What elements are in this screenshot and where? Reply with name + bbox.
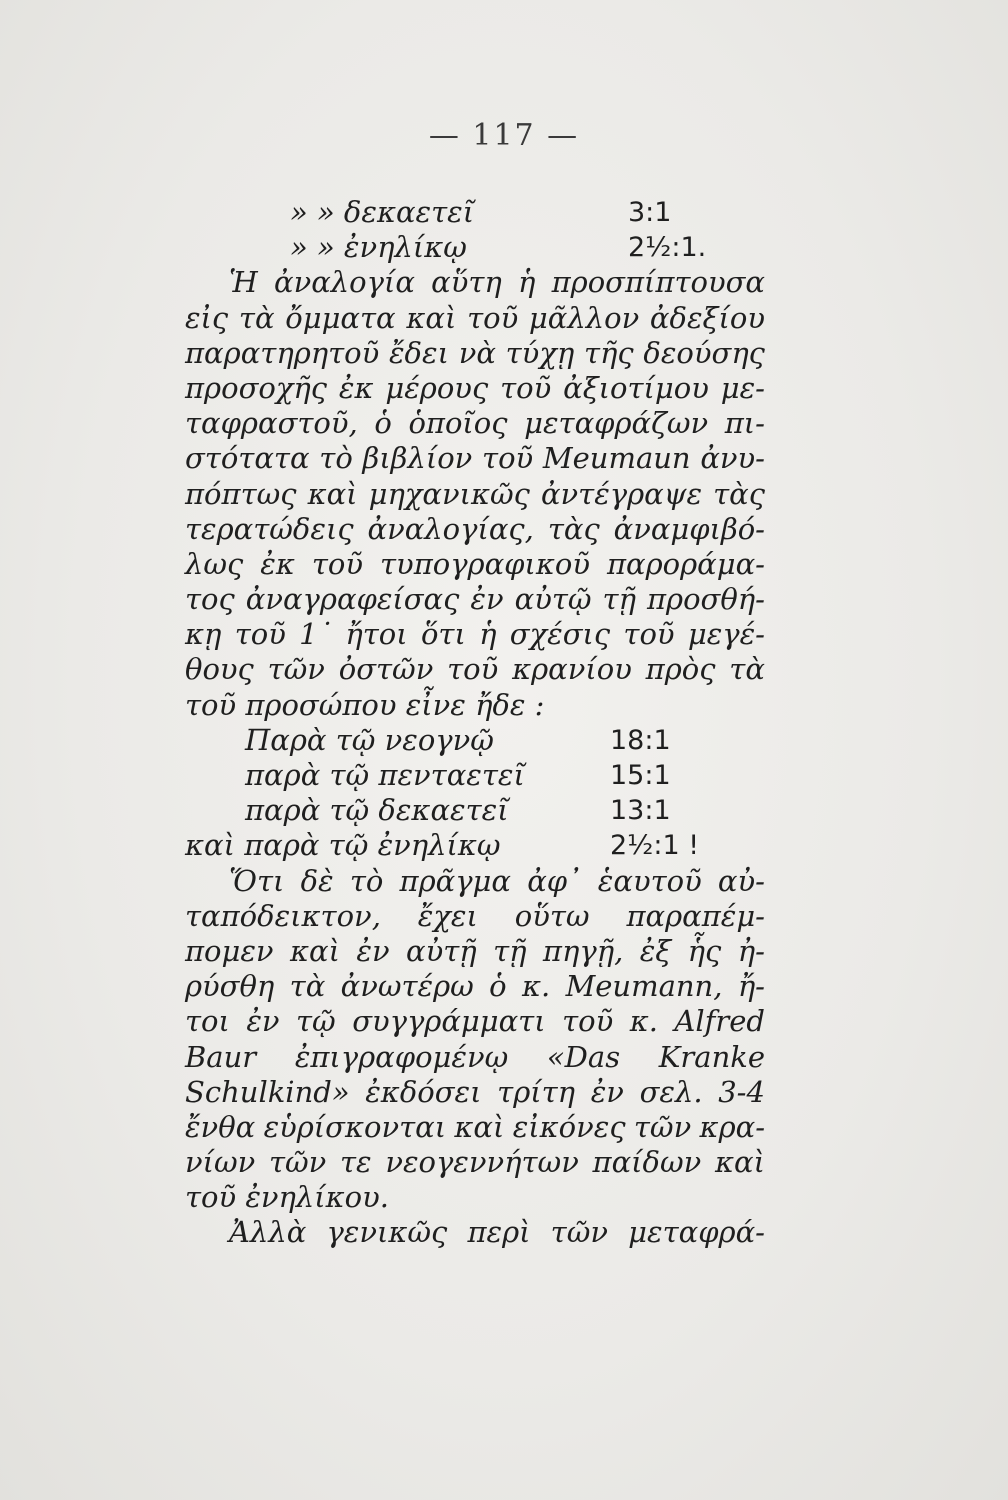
ratio-label: » » δεκαετεῖ [290,195,475,229]
ratio-label: » » ἐνηλίκῳ [290,230,467,265]
ratio-row [185,230,765,265]
text-line: Ἡ ἀναλογία αὕτη ἡ προσπίπτουσα [229,265,765,300]
ratio-label: παρὰ τῷ δεκαετεῖ [245,793,509,828]
text-line: ἔνθα εὑρίσκονται καὶ εἰκόνες τῶν κρα- [185,1109,765,1144]
paragraph-reference [185,864,765,1216]
ratio-row [185,758,765,793]
ratio-label: παρὰ τῷ πενταετεῖ [245,758,525,792]
text-line: Ἀλλὰ γενικῶς περὶ τῶν μεταφρά- [229,1215,765,1250]
text-line: τερατώδεις ἀναλογίας, τὰς ἀναμφιβό- [185,511,765,546]
ratio-value: 18:1 [610,724,671,756]
text-line: τοι ἐν τῷ συγγράμματι τοῦ κ. Alfred [185,1004,765,1039]
text-line: ταπόδεικτον, ἔχει οὕτω παραπέμ- [185,898,765,933]
ratio-row [185,723,765,758]
ratio-value: 13:1 [610,795,671,827]
text-line: Baur ἐπιγραφομένῳ «Das Kranke [185,1039,765,1074]
page-number: — 117 — [428,118,580,153]
text-line: θους τῶν ὀστῶν τοῦ κρανίου πρὸς τὰ [185,652,765,687]
text-line: πομεν καὶ ἐν αὐτῇ τῇ πηγῇ, ἐξ ἧς ἠ- [185,933,765,968]
text-line: τος ἀναγραφείσας ἐν αὐτῷ τῇ προσθή- [185,582,765,617]
ratio-label: καὶ παρὰ τῷ ἐνηλίκῳ [185,828,501,863]
ratio-value: 2½:1. [628,232,707,264]
text-line: πόπτως καὶ μηχανικῶς ἀντέγραψε τὰς [185,476,765,511]
text-line: εἰς τὰ ὄμματα καὶ τοῦ μᾶλλον ἀδεξίου [185,300,765,335]
ratio-row [185,195,765,230]
paragraph-analogy [185,265,765,722]
text-line: τοῦ ἐνηλίκου. [185,1180,389,1215]
page-text [185,195,765,1251]
ratio-row [185,828,765,863]
text-line: ρύσθη τὰ ἀνωτέρω ὁ κ. Meumann, ἤ- [185,969,765,1004]
paragraph-continuation [185,1215,765,1250]
text-line: ταφραστοῦ, ὁ ὁποῖος μεταφράζων πι- [185,406,765,441]
text-line: Ὅτι δὲ τὸ πρᾶγμα ἀφ᾽ ἑαυτοῦ αὐ- [229,863,765,898]
text-line: Schulkind» ἐκδόσει τρίτη ἐν σελ. 3-4 [185,1074,765,1109]
text-line: τοῦ προσώπου εἶνε ἤδε : [185,687,545,722]
ratio-row [185,793,765,828]
text-line: κῃ τοῦ 1˙ ἤτοι ὅτι ἡ σχέσις τοῦ μεγέ- [185,617,765,652]
text-line: νίων τῶν τε νεογεννήτων παίδων καὶ [185,1145,765,1180]
text-line: παρατηρητοῦ ἔδει νὰ τύχῃ τῆς δεούσης [185,335,765,370]
text-line: λως ἐκ τοῦ τυπογραφικοῦ παροράμα- [185,546,765,581]
ratio-value: 2½:1 ! [610,830,700,862]
text-line: προσοχῆς ἐκ μέρους τοῦ ἀξιοτίμου με- [185,370,765,405]
text-line: στότατα τὸ βιβλίον τοῦ Meumaun ἀνυ- [185,441,765,476]
ratio-value: 15:1 [610,760,671,791]
ratio-value: 3:1 [628,197,672,228]
ratio-label: Παρὰ τῷ νεογνῷ [245,722,494,757]
ratio-table [185,723,765,864]
